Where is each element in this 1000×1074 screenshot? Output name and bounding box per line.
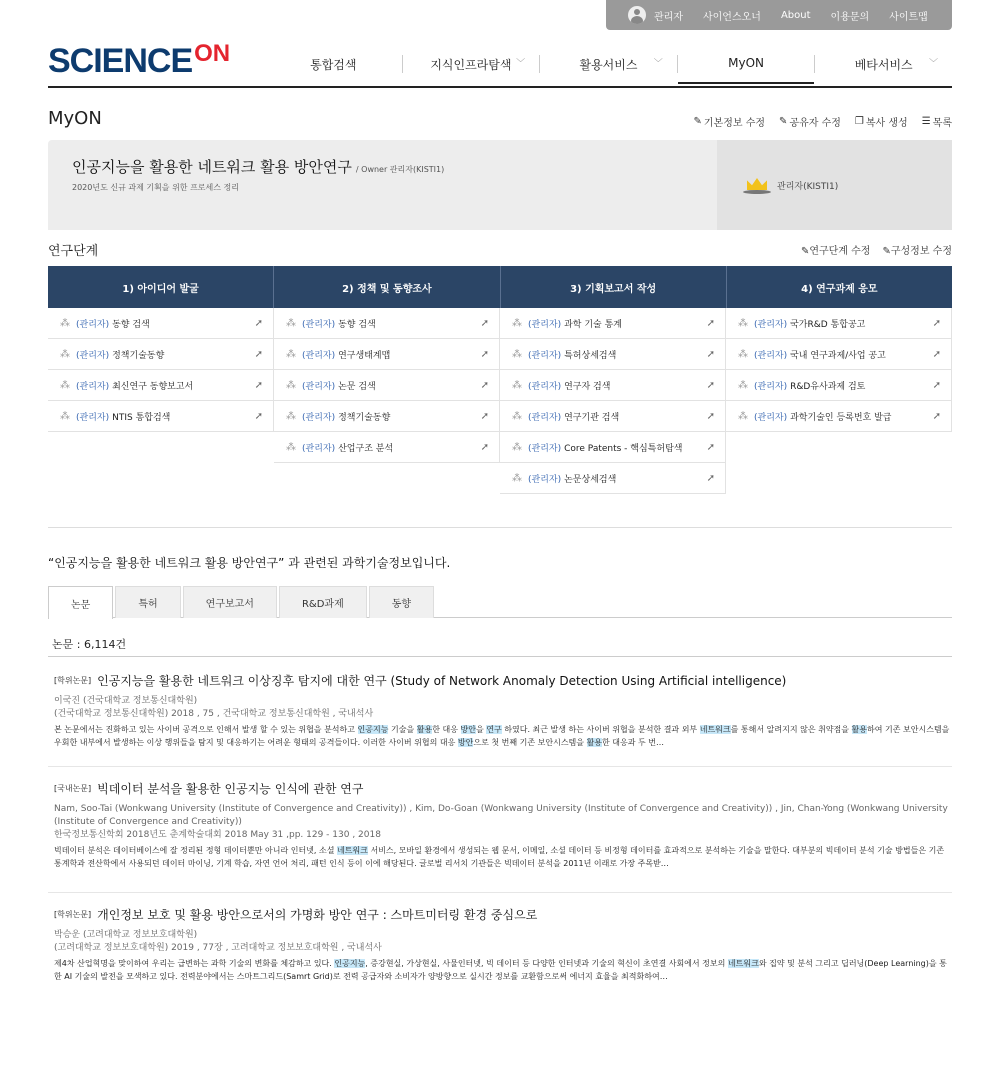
phase-item-label: 연구자 검색	[564, 381, 611, 392]
shortcut-arrow-icon[interactable]: ➚	[480, 441, 489, 453]
chevron-down-icon: ﹀	[516, 59, 526, 69]
article-type-tag: [학위논문]	[54, 910, 92, 919]
action-label: 연구단계 수정	[809, 246, 871, 257]
admin-label: (관리자)	[302, 350, 336, 361]
crown-icon	[743, 176, 771, 194]
service-icon: ⁂	[738, 348, 748, 360]
phase-item-label: 논문 검색	[338, 381, 376, 392]
admin-label: (관리자)	[302, 319, 336, 330]
edit-info-button[interactable]	[694, 114, 766, 129]
tab-patents[interactable]: 특허	[115, 586, 180, 618]
nav-label: MyON	[728, 56, 765, 70]
project-owner	[717, 140, 952, 230]
phase-item[interactable]	[274, 308, 500, 339]
phase-item[interactable]	[48, 339, 274, 370]
edit-sharer-button[interactable]	[779, 114, 841, 129]
project-owner-tag: / Owner 관리자(KISTI1)	[355, 165, 445, 174]
nav-myon[interactable]	[678, 44, 815, 84]
shortcut-arrow-icon[interactable]: ➚	[480, 410, 489, 422]
nav-search[interactable]	[265, 44, 402, 84]
owner-name: 관리자(KISTI1)	[777, 181, 839, 192]
phase-header: 2) 정책 및 동향조사	[274, 266, 500, 308]
util-link-contact[interactable]: 이용문의	[830, 11, 870, 23]
pencil-icon: ✎	[800, 246, 810, 257]
phase-item[interactable]	[500, 370, 726, 401]
chevron-down-icon: ﹀	[653, 59, 663, 69]
phase-item[interactable]	[500, 339, 726, 370]
phase-item[interactable]	[726, 401, 952, 432]
article-title-link[interactable]: 인공지능을 활용한 네트워크 이상징후 탐지에 대한 연구 (Study of Network Anomaly Detection Using Artificial intelligence)	[97, 674, 787, 688]
phase-column	[274, 308, 500, 494]
phase-item-label: R&D유사과제 검토	[790, 381, 866, 392]
article-title-row	[54, 906, 950, 923]
phase-item-label: 동향 검색	[338, 319, 376, 330]
phase-item-label: 국내 연구과제/사업 공고	[790, 350, 886, 361]
shortcut-arrow-icon[interactable]: ➚	[706, 317, 715, 329]
phase-header-row	[48, 266, 952, 308]
shortcut-arrow-icon[interactable]: ➚	[706, 472, 715, 484]
phase-item-label: 연구생태계맵	[338, 350, 391, 361]
phase-item-label: 논문상세검색	[564, 474, 617, 485]
action-label: 구성정보 수정	[890, 246, 952, 257]
phase-item-label: 동향 검색	[112, 319, 150, 330]
article-author: Nam, Soo-Tai (Wonkwang University (Institute of Convergence and Creativity)) , Kim, Do-Goan (Wonkwang University (Institute of Convergence and Creativity)) , Jin, Chan-Yong (Wonkwang University (Institute of Convergence and Creativity))	[54, 804, 948, 827]
related-heading: “인공지능을 활용한 네트워크 활용 방안연구” 과 관련된 과학기술정보입니다.	[48, 556, 451, 570]
admin-label: (관리자)	[754, 412, 788, 423]
article-item	[54, 672, 950, 749]
article-source: (고려대학교 정보보호대학원) 2019 , 77장 , 고려대학교 정보보호대학원 , 국내석사	[54, 943, 382, 953]
article-item	[54, 780, 950, 870]
tab-trends[interactable]: 동향	[369, 586, 434, 618]
article-authors	[54, 695, 950, 721]
project-title-text: 인공지능을 활용한 네트워크 활용 방안연구	[72, 158, 352, 176]
article-source: (건국대학교 정보통신대학원) 2018 , 75 , 건국대학교 정보통신대학원 , 국내석사	[54, 709, 374, 719]
util-link-about[interactable]: About	[780, 9, 811, 21]
pencil-icon: ✎	[882, 246, 891, 257]
admin-label: (관리자)	[302, 443, 336, 454]
phase-header: 4) 연구과제 응모	[801, 283, 878, 295]
admin-label: (관리자)	[76, 319, 110, 330]
admin-label: (관리자)	[76, 350, 110, 361]
admin-label: (관리자)	[76, 412, 110, 423]
service-icon: ⁂	[512, 317, 522, 329]
article-divider	[48, 892, 952, 893]
shortcut-arrow-icon[interactable]: ➚	[480, 348, 489, 360]
service-icon: ⁂	[738, 317, 748, 329]
nav-label: 활용서비스	[579, 57, 638, 72]
phase-item[interactable]	[500, 308, 726, 339]
article-author: 이국진 (건국대학교 정보통신대학원)	[54, 696, 198, 706]
phase-column	[500, 308, 726, 494]
admin-label: (관리자)	[754, 381, 788, 392]
edit-stage-button[interactable]	[801, 242, 871, 257]
service-icon: ⁂	[512, 379, 522, 391]
phase-item[interactable]	[274, 432, 500, 463]
nav-beta[interactable]	[815, 44, 952, 84]
project-card	[48, 140, 952, 230]
phase-item[interactable]	[274, 401, 500, 432]
service-icon: ⁂	[512, 410, 522, 422]
article-title-row	[54, 780, 950, 797]
list-button[interactable]	[922, 114, 952, 129]
phase-item[interactable]	[500, 401, 726, 432]
phase-item[interactable]	[48, 401, 274, 432]
article-title-link[interactable]: 빅데이터 분석을 활용한 인공지능 인식에 관한 연구	[97, 782, 364, 796]
project-description: 2020년도 신규 과제 기획을 위한 프로세스 정리	[72, 183, 239, 192]
admin-label: (관리자)	[302, 412, 336, 423]
phase-column	[726, 308, 952, 494]
admin-label: (관리자)	[754, 350, 788, 361]
phase-item-label: 산업구조 분석	[338, 443, 394, 454]
chevron-down-icon: ﹀	[928, 59, 938, 69]
phase-item[interactable]	[48, 308, 274, 339]
action-label: 공유자 수정	[789, 118, 841, 129]
shortcut-arrow-icon[interactable]: ➚	[254, 379, 263, 391]
scienceon-logo[interactable]	[48, 38, 230, 78]
admin-label: (관리자)	[528, 412, 562, 423]
count-divider	[48, 656, 952, 657]
result-count: 논문 : 6,114건	[52, 638, 127, 651]
article-divider	[48, 766, 952, 767]
util-link-sitemap[interactable]: 사이트맵	[889, 11, 928, 23]
phase-item[interactable]	[726, 308, 952, 339]
nav-label: 통합검색	[310, 57, 357, 72]
phase-item-label: 과학기술인 등록번호 발급	[790, 412, 892, 423]
shortcut-arrow-icon[interactable]: ➚	[480, 317, 489, 329]
service-icon: ⁂	[512, 441, 522, 453]
service-icon: ⁂	[60, 348, 70, 360]
service-icon: ⁂	[286, 317, 296, 329]
phase-item-label: 연구기관 검색	[564, 412, 620, 423]
global-nav	[265, 44, 952, 84]
result-tabs	[48, 586, 952, 618]
admin-label: (관리자)	[754, 319, 788, 330]
service-icon: ⁂	[286, 441, 296, 453]
admin-label: (관리자)	[528, 319, 562, 330]
copy-create-button[interactable]	[855, 114, 908, 129]
phase-item[interactable]	[48, 370, 274, 401]
shortcut-arrow-icon[interactable]: ➚	[932, 410, 941, 422]
logo-text: SCIENCE	[48, 42, 193, 80]
header-divider	[48, 86, 952, 88]
article-author: 박승운 (고려대학교 정보보호대학원)	[54, 930, 198, 940]
admin-label: (관리자)	[528, 381, 562, 392]
phase-item[interactable]	[274, 339, 500, 370]
service-icon: ⁂	[286, 410, 296, 422]
admin-label: (관리자)	[302, 381, 336, 392]
copy-icon: ❐	[854, 116, 864, 127]
shortcut-arrow-icon[interactable]: ➚	[254, 410, 263, 422]
admin-label: (관리자)	[76, 381, 110, 392]
shortcut-arrow-icon[interactable]: ➚	[706, 379, 715, 391]
article-source: 한국정보통신학회 2018년도 춘계학술대회 2018 May 31 ,pp. 129 - 130 , 2018	[54, 830, 381, 840]
edit-config-button[interactable]	[882, 242, 952, 257]
service-icon: ⁂	[738, 410, 748, 422]
list-icon: ☰	[921, 116, 931, 127]
service-icon: ⁂	[286, 379, 296, 391]
pencil-icon: ✎	[779, 116, 788, 127]
shortcut-arrow-icon[interactable]: ➚	[706, 348, 715, 360]
action-label: 목록	[932, 118, 952, 129]
article-abstract: 빅데이터 분석은 데이터베이스에 잘 정리된 정형 데이터뿐만 아니라 인터넷, 소셜 네트워크 서비스, 모바일 환경에서 생성되는 웹 문서, 이메일, 소셜 데이터 등 비정형 데이터를 효과적으로 분석하는 기술을 말한다. 대부분의 빅데이터 분석 기술 방법들은 기존 통계학과 전산학에서 사용되던 데이터 마이닝, 기계 학습, 자연 언어 처리, 패턴 인식 등이 이에 해당된다. 글로벌 리서치 기관들은 빅데이터 분석을 2011년 이래로 가장 주목받…	[54, 846, 945, 868]
phase-item-label: 정책기술동향	[112, 350, 165, 361]
nav-label: 베타서비스	[854, 57, 913, 72]
nav-label: 지식인프라탐색	[430, 57, 512, 72]
service-icon: ⁂	[738, 379, 748, 391]
phase-column	[48, 308, 274, 494]
phase-item[interactable]	[726, 339, 952, 370]
phase-item-label: NTIS 통합검색	[112, 412, 171, 423]
nav-services[interactable]	[540, 44, 677, 84]
phase-item[interactable]	[500, 432, 726, 463]
research-phases	[48, 266, 952, 528]
project-title	[72, 156, 444, 177]
phase-item-label: 정책기술동향	[338, 412, 391, 423]
tab-reports[interactable]: 연구보고서	[183, 586, 277, 618]
shortcut-arrow-icon[interactable]: ➚	[932, 317, 941, 329]
phase-header: 1) 아이디어 발굴	[48, 266, 274, 308]
shortcut-arrow-icon[interactable]: ➚	[706, 410, 715, 422]
phase-item-label: 과학 기술 통계	[564, 319, 622, 330]
pencil-icon: ✎	[693, 116, 702, 127]
page-actions	[694, 114, 953, 129]
stage-title: 연구단계	[48, 244, 99, 259]
article-abstract: 제4차 산업혁명을 맞이하여 우리는 급변하는 과학 기술의 변화를 체감하고 있다. 인공지능, 증강현실, 가상현실, 사물인터넷, 빅 데이터 등 다양한 인터넷과 기술의 혁신이 초연결 사회에서 정보의 네트워크와 집약 및 분석 그리고 딥러닝(Deep Learning)을 통한 AI 기술의 발전을 모색하고 있다. 전력분야에서는 스마트그리드(Samrt Grid)로 전력 공급자와 소비자가 양방향으로 실시간 정보를 교환함으로써 에너지 효율을 최적화하여…	[54, 959, 947, 981]
service-icon: ⁂	[60, 317, 70, 329]
util-link-owner[interactable]: 사이언스오너	[702, 11, 761, 23]
service-icon: ⁂	[286, 348, 296, 360]
phase-item-label: Core Patents - 핵심특허탐색	[564, 443, 683, 454]
article-title-row	[54, 672, 950, 689]
phase-columns	[48, 308, 952, 494]
article-authors	[54, 803, 950, 842]
page-title: MyON	[48, 108, 102, 129]
tab-papers[interactable]: 논문	[48, 586, 113, 619]
admin-label: (관리자)	[528, 474, 562, 485]
phase-header: 3) 기획보고서 작성	[501, 266, 727, 308]
phase-item[interactable]	[274, 370, 500, 401]
shortcut-arrow-icon[interactable]: ➚	[254, 317, 263, 329]
article-abstract: 본 논문에서는 진화하고 있는 사이버 공격으로 인해서 발생 할 수 있는 위협을 분석하고 인공지능 기술을 활용한 대응 방안을 연구 하였다. 최근 발생 하는 사이버 위협을 분석한 결과 외부 네트워크를 통해서 알려지지 않은 취약점을 활용하여 기존 보안시스템을 우회한 내부에서 발생하는 이상 행위들을 탐지 및 대응하기는 어려운 형태의 공격들이다. 이러한 사이버 위협의 대응 방안으로 첫 번째 기존 보안시스템을 활용한 대응과 두 번…	[54, 725, 950, 747]
article-item	[54, 906, 950, 983]
shortcut-arrow-icon[interactable]: ➚	[480, 379, 489, 391]
service-icon: ⁂	[512, 348, 522, 360]
action-label: 기본정보 수정	[703, 118, 766, 129]
shortcut-arrow-icon[interactable]: ➚	[706, 441, 715, 453]
phase-item-label: 특허상세검색	[564, 350, 617, 361]
article-type-tag: [국내논문]	[54, 784, 92, 793]
phase-item-label: 국가R&D 통합공고	[790, 319, 866, 330]
article-title-link[interactable]: 개인정보 보호 및 활용 방안으로서의 가명화 방안 연구 : 스마트미터링 환경 중심으로	[97, 908, 538, 922]
user-name[interactable]: 관리자	[654, 11, 683, 23]
shortcut-arrow-icon[interactable]: ➚	[932, 379, 941, 391]
service-icon: ⁂	[512, 472, 522, 484]
shortcut-arrow-icon[interactable]: ➚	[932, 348, 941, 360]
phase-item[interactable]	[500, 463, 726, 494]
utility-bar	[606, 0, 952, 30]
user-avatar-icon[interactable]	[628, 6, 646, 24]
action-label: 복사 생성	[865, 118, 908, 129]
admin-label: (관리자)	[528, 350, 562, 361]
admin-label: (관리자)	[528, 443, 562, 454]
phase-item[interactable]	[726, 370, 952, 401]
logo-badge: ON	[194, 40, 231, 67]
article-authors	[54, 929, 950, 955]
article-type-tag: [학위논문]	[54, 676, 92, 685]
nav-infra[interactable]	[403, 44, 540, 84]
tab-rnd[interactable]: R&D과제	[279, 586, 367, 618]
shortcut-arrow-icon[interactable]: ➚	[254, 348, 263, 360]
phase-item-label: 최신연구 동향보고서	[112, 381, 194, 392]
service-icon: ⁂	[60, 379, 70, 391]
stage-actions	[801, 242, 952, 257]
service-icon: ⁂	[60, 410, 70, 422]
